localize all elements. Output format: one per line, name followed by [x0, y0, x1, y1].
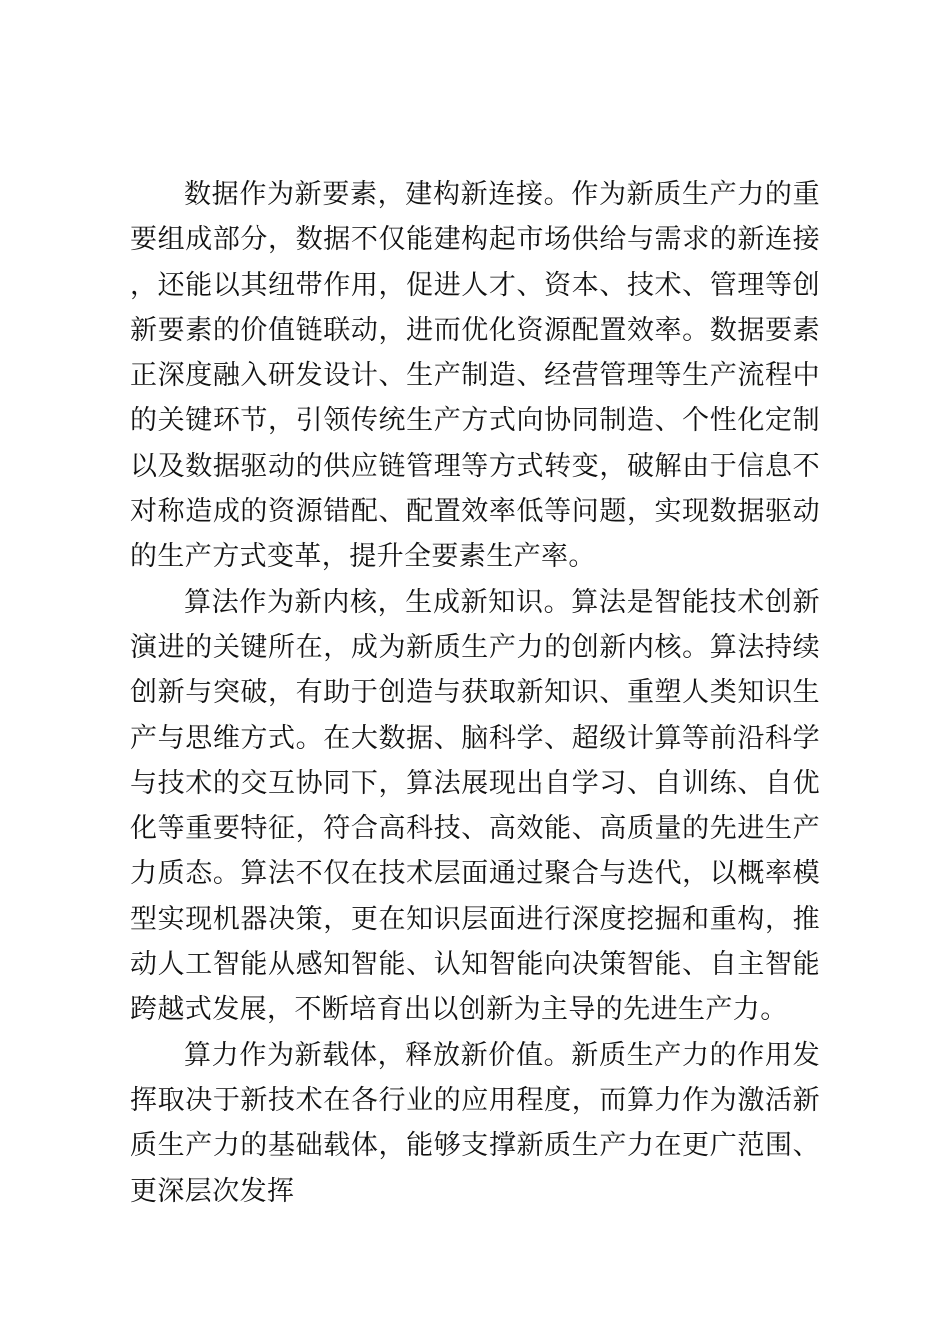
paragraph-algorithm: 算法作为新内核，生成新知识。算法是智能技术创新演进的关键所在，成为新质生产力的创新内核。算法持续创新与突破，有助于创造与获取新知识、重塑人类知识生产与思维方式。在大数据、脑科学、超级计算等前沿科学与技术的交互协同下，算法展现出自学习、自训练、自优化等重要特征，符合高科技、高效能、高质量的先进生产力质态。算法不仅在技术层面通过聚合与迭代，以概率模型实现机器决策，更在知识层面进行深度挖掘和重构，推动人工智能从感知智能、认知智能向决策智能、自主智能跨越式发展，不断培育出以创新为主导的先进生产力。	[130, 586, 820, 1026]
paragraph-data-element: 数据作为新要素，建构新连接。作为新质生产力的重要组成部分，数据不仅能建构起市场供给与需求的新连接，还能以其纽带作用，促进人才、资本、技术、管理等创新要素的价值链联动，进而优化资源配置效率。数据要素正深度融入研发设计、生产制造、经营管理等生产流程中的关键环节，引领传统生产方式向协同制造、个性化定制以及数据驱动的供应链管理等方式转变，破解由于信息不对称造成的资源错配、配置效率低等问题，实现数据驱动的生产方式变革，提升全要素生产率。	[130, 179, 820, 573]
paragraph-computing-power: 算力作为新载体，释放新价值。新质生产力的作用发挥取决于新技术在各行业的应用程度，而算力作为激活新质生产力的基础载体，能够支撑新质生产力在更广范围、更深层次发挥	[130, 1039, 820, 1207]
document-body	[130, 172, 820, 1214]
